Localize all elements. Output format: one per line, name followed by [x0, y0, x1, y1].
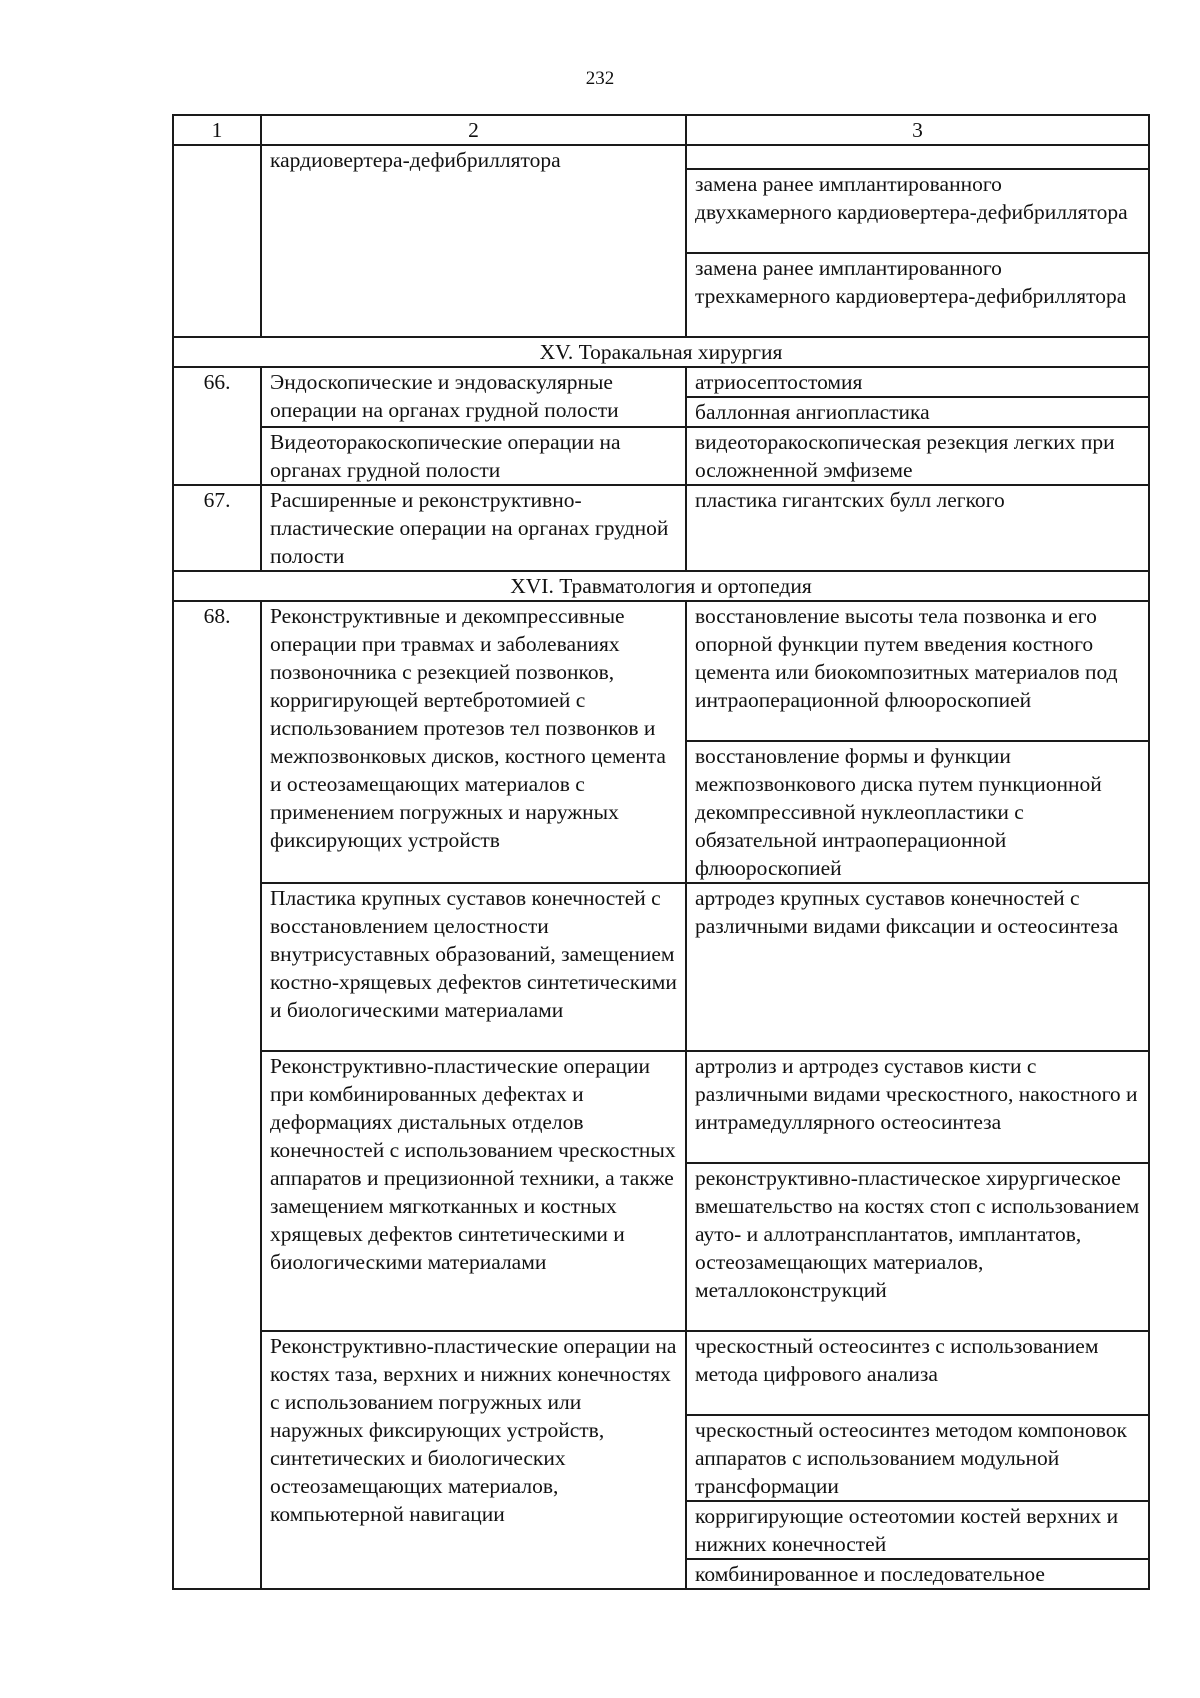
column-header-2: 2 [261, 115, 686, 145]
column-header-3: 3 [686, 115, 1149, 145]
method-text: реконструктивно-пластическое хирургическое вмешательство на костях стоп с использованием ауто- и аллотрансплантатов, имплантатов, остеозамещающих материалов, металлоконструкций [695, 1166, 1140, 1302]
method-cell [686, 1163, 1149, 1331]
method-group-text: Эндоскопические и эндоваскулярные операции на органах грудной полости [270, 370, 619, 422]
table-row [173, 1331, 1149, 1415]
method-group-cell [261, 427, 686, 485]
row-number-cell-empty [173, 145, 261, 337]
method-text: чрескостный остеосинтез методом компоновок аппаратов с использованием модульной трансформации [695, 1418, 1127, 1498]
method-text: замена ранее имплантированного трехкамерного кардиовертера-дефибриллятора [695, 256, 1127, 308]
page-number: 232 [585, 68, 615, 89]
method-group-text: Реконструктивно-пластические операции при комбинированных дефектах и деформациях дистальных отделов конечностей с использованием чрескостных аппаратов и прецизионной техники, а также замещением мягкотканных и костных хрящевых дефектов синтетическими и биологическими материалами [270, 1054, 676, 1274]
section-header-row [173, 571, 1149, 601]
method-text: комбинированное и последовательное [695, 1562, 1045, 1586]
method-cell [686, 741, 1149, 883]
method-group-text: Видеоторакоскопические операции на органах грудной полости [270, 430, 621, 482]
method-cell [686, 253, 1149, 337]
table-row [173, 427, 1149, 485]
method-group-cell [261, 883, 686, 1051]
method-text: атриосептостомия [695, 370, 863, 394]
row-number-66: 66. [173, 367, 261, 485]
method-cell [686, 1559, 1149, 1589]
section-title-thoracic: XV. Торакальная хирургия [173, 337, 1149, 367]
method-cell [686, 883, 1149, 1051]
method-group-cell [261, 367, 686, 427]
row-number-68: 68. [173, 601, 261, 1589]
section-header-row [173, 337, 1149, 367]
section-title-traumatology: XVI. Травматология и ортопедия [173, 571, 1149, 601]
method-text: восстановление формы и функции межпозвонкового диска путем пункционной декомпрессивной нуклеопластики с обязательной интраоперационной флюороскопией [695, 744, 1102, 880]
method-group-text: Реконструктивно-пластические операции на костях таза, верхних и нижних конечностях с использованием погружных или наружных фиксирующих устройств, синтетических и биологических остеозамещающих материалов, компьютерной навигации [270, 1334, 677, 1526]
method-cell [686, 169, 1149, 253]
table-header-row [173, 115, 1149, 145]
procedures-table [172, 114, 1150, 1590]
method-cell [686, 485, 1149, 571]
table-row [173, 601, 1149, 741]
method-group-text: Расширенные и реконструктивно-пластические операции на органах грудной полости [270, 488, 669, 568]
method-text: артролиз и артродез суставов кисти с различными видами чрескостного, накостного и интрамедуллярного остеосинтеза [695, 1054, 1138, 1134]
method-cell [686, 1331, 1149, 1415]
method-text: баллонная ангиопластика [695, 400, 930, 424]
column-header-1: 1 [173, 115, 261, 145]
table-row [173, 145, 1149, 169]
method-text: пластика гигантских булл легкого [695, 488, 1005, 512]
method-text: корригирующие остеотомии костей верхних и нижних конечностей [695, 1504, 1119, 1556]
method-text: видеоторакоскопическая резекция легких при осложненной эмфиземе [695, 430, 1115, 482]
method-group-text: кардиовертера-дефибриллятора [270, 148, 561, 172]
method-group-cell [261, 601, 686, 883]
method-group-cell [261, 485, 686, 571]
method-cell [686, 1501, 1149, 1559]
method-cell [686, 367, 1149, 397]
method-cell [686, 145, 1149, 169]
method-cell [686, 1051, 1149, 1163]
method-cell [686, 427, 1149, 485]
method-cell [686, 601, 1149, 741]
row-number-67: 67. [173, 485, 261, 571]
method-text: чрескостный остеосинтез с использованием метода цифрового анализа [695, 1334, 1099, 1386]
method-cell [686, 397, 1149, 427]
method-group-text: Реконструктивные и декомпрессивные операции при травмах и заболеваниях позвоночника с резекцией позвонков, корригирующей вертебротомией с использованием протезов тел позвонков и межпозвонковых дисков, костного цемента и остеозамещающих материалов с применением погружных и наружных фиксирующих устройств [270, 604, 666, 852]
table-row [173, 1051, 1149, 1163]
table-row [173, 485, 1149, 571]
method-text: замена ранее имплантированного двухкамерного кардиовертера-дефибриллятора [695, 172, 1128, 224]
method-group-cell [261, 1331, 686, 1589]
method-group-cell [261, 1051, 686, 1331]
table-row [173, 883, 1149, 1051]
method-text: артродез крупных суставов конечностей с различными видами фиксации и остеосинтеза [695, 886, 1119, 938]
method-group-cell [261, 145, 686, 337]
method-cell [686, 1415, 1149, 1501]
method-group-text: Пластика крупных суставов конечностей с восстановлением целостности внутрисуставных образований, замещением костно-хрящевых дефектов синтетическими и биологическими материалами [270, 886, 677, 1022]
method-text: восстановление высоты тела позвонка и его опорной функции путем введения костного цемента или биокомпозитных материалов под интраоперационной флюороскопией [695, 604, 1118, 712]
table-row [173, 367, 1149, 397]
